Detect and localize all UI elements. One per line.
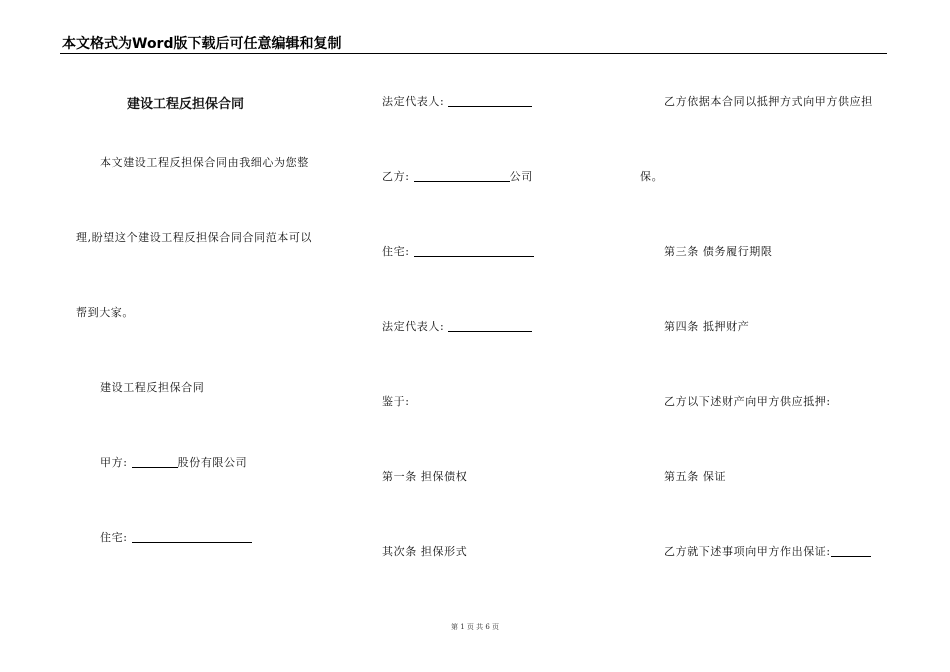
- document-header: 本文格式为Word版下载后可任意编辑和复制: [62, 36, 342, 52]
- col3-line-7: [664, 543, 871, 559]
- legal-rep-blank: [448, 95, 532, 107]
- article-2: 其次条 担保形式: [382, 545, 468, 558]
- col3-line-5: 乙方以下述财产向甲方供应抵押:: [664, 395, 831, 408]
- header-divider: [60, 53, 887, 54]
- party-b-blank: [414, 170, 510, 182]
- contract-subtitle: 建设工程反担保合同: [100, 381, 205, 394]
- article-1: 第一条 担保债权: [382, 470, 468, 483]
- intro-line-2: 理,盼望这个建设工程反担保合同合同范本可以: [76, 231, 313, 244]
- party-b-address-line: [382, 243, 534, 259]
- article-4: 第四条 抵押财产: [664, 320, 750, 333]
- guarantee-blank: [831, 545, 871, 557]
- party-b-suffix: 公司: [509, 170, 533, 183]
- party-a-line: [100, 454, 247, 470]
- col3-line-1: 乙方依据本合同以抵押方式向甲方供应担: [664, 95, 873, 108]
- party-b-address-blank: [414, 245, 534, 257]
- party-a-address-line: [100, 529, 252, 545]
- page-footer: 第 1 页 共 6 页: [450, 623, 500, 631]
- legal-rep-line: [382, 93, 532, 109]
- party-a-blank: [132, 456, 178, 468]
- intro-line-1: 本文建设工程反担保合同由我细心为您整: [100, 156, 309, 169]
- party-a-suffix: 股份有限公司: [177, 456, 248, 469]
- legal-rep2-label: 法定代表人:: [382, 320, 445, 333]
- col3-line-2: 保。: [640, 170, 664, 183]
- party-b-address-label: 住宅:: [382, 245, 410, 258]
- whereas-text: 鉴于:: [382, 395, 410, 408]
- party-b-label: 乙方:: [382, 170, 410, 183]
- article-3: 第三条 债务履行期限: [664, 245, 773, 258]
- article-5: 第五条 保证: [664, 470, 727, 483]
- legal-rep-label: 法定代表人:: [382, 95, 445, 108]
- col3-line-7-text: 乙方就下述事项向甲方作出保证:: [664, 545, 831, 558]
- intro-line-3: 帮到大家。: [76, 306, 134, 319]
- party-a-label: 甲方:: [100, 456, 128, 469]
- legal-rep2-blank: [448, 320, 532, 332]
- party-b-line: [382, 168, 533, 184]
- party-a-address-blank: [132, 531, 252, 543]
- legal-rep2-line: [382, 318, 532, 334]
- party-a-address-label: 住宅:: [100, 531, 128, 544]
- document-title: 建设工程反担保合同: [127, 97, 245, 112]
